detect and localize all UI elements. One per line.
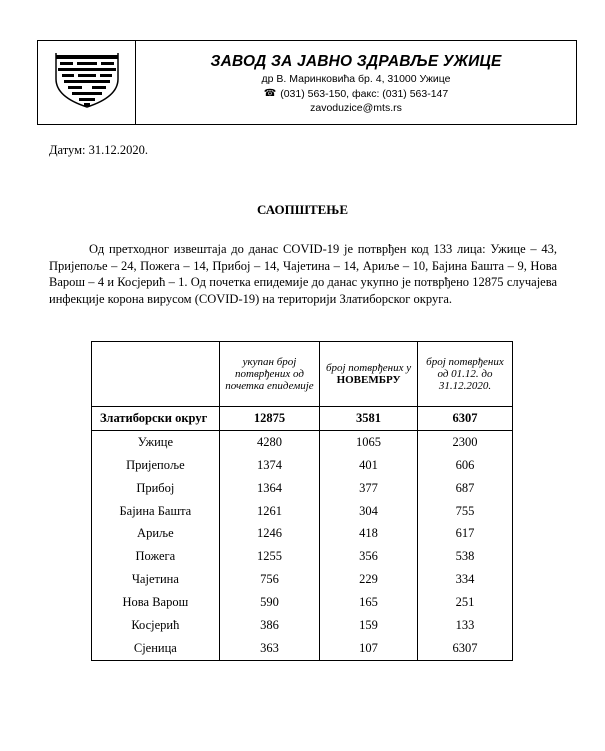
- row-total: 1374: [219, 454, 319, 477]
- table-row: [92, 454, 513, 477]
- header-december: број потврђених од 01.12. до 31.12.2020.: [417, 342, 512, 407]
- row-name: Чајетина: [92, 568, 220, 591]
- row-december: 606: [417, 454, 512, 477]
- row-total: 1261: [219, 500, 319, 523]
- row-november: 229: [320, 568, 418, 591]
- document-date: Датум: 31.12.2020.: [49, 143, 149, 157]
- row-name: Сјеница: [92, 637, 220, 660]
- letterhead: [37, 40, 577, 125]
- row-november: 1065: [320, 430, 418, 453]
- table-row: [92, 430, 513, 453]
- row-name: Нова Варош: [92, 591, 220, 614]
- row-name: Ужице: [92, 430, 220, 453]
- row-december: 687: [417, 477, 512, 500]
- table-row: [92, 614, 513, 637]
- row-december: 2300: [417, 430, 512, 453]
- row-december: 6307: [417, 407, 512, 431]
- organization-address: др В. Маринковића бр. 4, 31000 Ужице: [261, 73, 451, 85]
- row-november: 304: [320, 500, 418, 523]
- announcement-paragraph: Од претходног извештаја до данас COVID-19 је потврђен код 133 лица: Ужице – 43, Пријепоље – 24, Пожега – 14, Прибој – 14, Чајетина – 14, Ариље – 10, Бајина Башта – 9, Нова Варош – 4 и Косјерић – 1. Од почетка епидемије до данас укупно је потврђено 12875 случајева инфекције корона вирусом (COVID-19) на територији Златиборског округа.: [49, 242, 557, 306]
- document-title: САОПШТЕЊЕ: [256, 202, 349, 217]
- row-december: 6307: [417, 637, 512, 660]
- row-total: 4280: [219, 430, 319, 453]
- row-december: 334: [417, 568, 512, 591]
- row-total: 1255: [219, 545, 319, 568]
- table-row: [92, 637, 513, 660]
- covid-cases-table: [91, 341, 513, 661]
- logo-cell: [38, 41, 136, 124]
- row-total: 12875: [219, 407, 319, 431]
- row-name: Златиборски округ: [92, 407, 220, 431]
- row-december: 251: [417, 591, 512, 614]
- table-row: [92, 568, 513, 591]
- table-row: [92, 591, 513, 614]
- header-blank-cell: [92, 342, 220, 407]
- letterhead-text: [136, 41, 576, 124]
- row-total: 386: [219, 614, 319, 637]
- row-december: 755: [417, 500, 512, 523]
- row-name: Пријепоље: [92, 454, 220, 477]
- row-december: 617: [417, 522, 512, 545]
- organization-phone: (031) 563-150, факс: (031) 563-147: [280, 88, 449, 100]
- header-total-since-start: укупан број потврђених од почетка епидемије: [219, 342, 319, 407]
- row-november: 159: [320, 614, 418, 637]
- row-november: 3581: [320, 407, 418, 431]
- row-november: 377: [320, 477, 418, 500]
- row-november: 165: [320, 591, 418, 614]
- row-november: 401: [320, 454, 418, 477]
- row-name: Пожега: [92, 545, 220, 568]
- table-header-row: [92, 342, 513, 407]
- telephone-icon: ☎: [263, 88, 277, 99]
- table-row: [92, 545, 513, 568]
- row-total: 590: [219, 591, 319, 614]
- organization-name: ЗАВОД ЗА ЈАВНО ЗДРАВЉЕ УЖИЦЕ: [210, 53, 502, 70]
- table-row: [92, 477, 513, 500]
- header-november: [320, 342, 418, 407]
- row-november: 356: [320, 545, 418, 568]
- table-row: [92, 500, 513, 523]
- organization-email: zavoduzice@mts.rs: [310, 102, 402, 114]
- row-november: 418: [320, 522, 418, 545]
- row-total: 1246: [219, 522, 319, 545]
- row-total: 363: [219, 637, 319, 660]
- row-name: Бајина Башта: [92, 500, 220, 523]
- table-row: [92, 522, 513, 545]
- row-name: Ариље: [92, 522, 220, 545]
- header-november-month: НОВЕМБРУ: [336, 374, 401, 386]
- row-name: Косјерић: [92, 614, 220, 637]
- institute-logo-icon: [52, 49, 122, 109]
- header-november-text: број потврђених у: [325, 362, 412, 374]
- row-total: 1364: [219, 477, 319, 500]
- row-december: 133: [417, 614, 512, 637]
- row-november: 107: [320, 637, 418, 660]
- row-total: 756: [219, 568, 319, 591]
- row-december: 538: [417, 545, 512, 568]
- row-name: Прибој: [92, 477, 220, 500]
- table-row-total: [92, 407, 513, 431]
